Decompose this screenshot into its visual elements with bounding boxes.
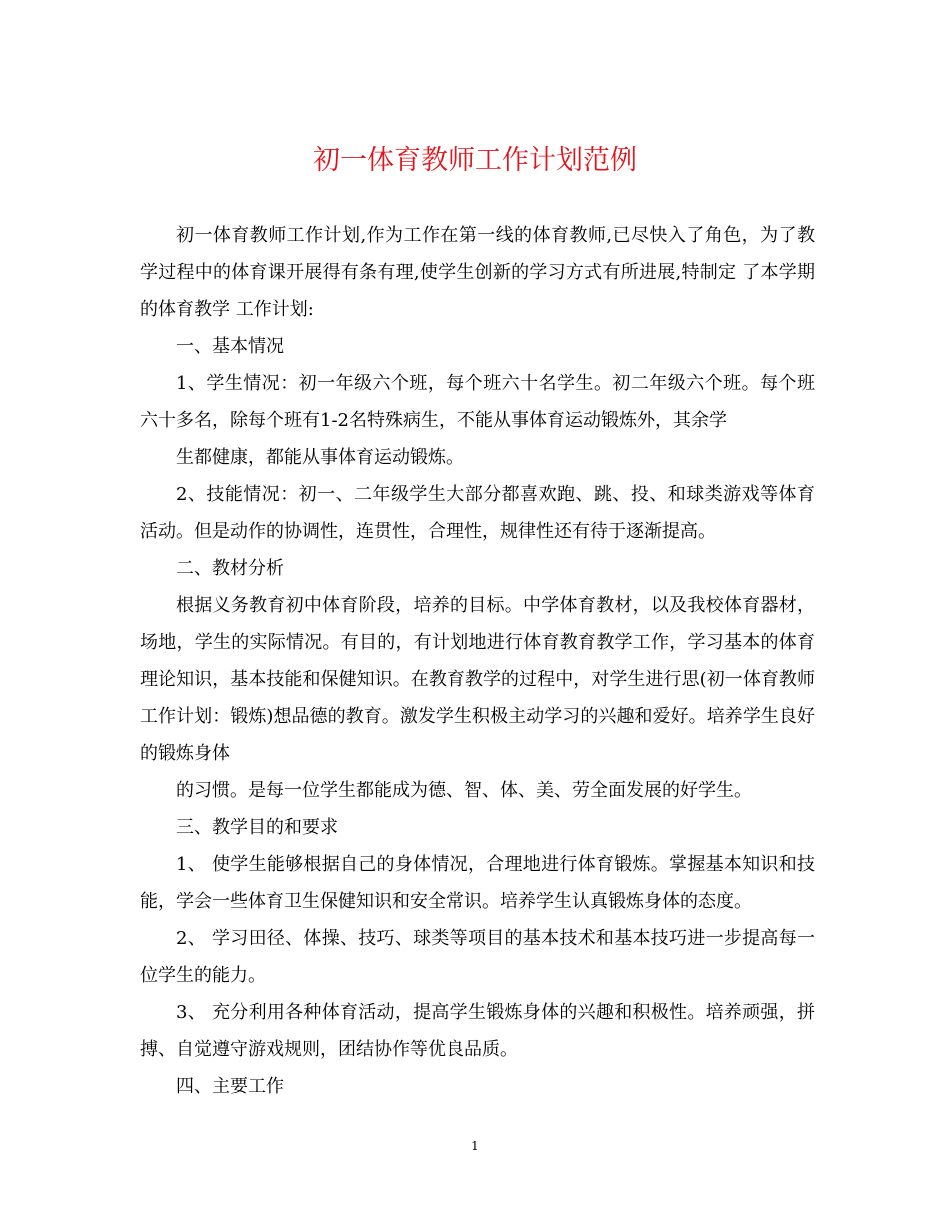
section-heading-goals: 三、教学目的和要求 bbox=[176, 817, 338, 838]
paragraph-materials-cont: 的习惯。是每一位学生都能成为德、智、体、美、劳全面发展的好学生。 bbox=[176, 780, 752, 801]
document-body bbox=[140, 217, 815, 1105]
section-heading-main-work: 四、主要工作 bbox=[176, 1076, 284, 1097]
paragraph-materials: 根据义务教育初中体育阶段，培养的目标。中学体育教材，以及我校体育器材，场地，学生的实际情况。有目的，有计划地进行体育教育教学工作，学习基本的体育理论知识，基本技能和保健知识。在教育教学的过程中，对学生进行思(初一体育教师工作计划：锻炼)想品德的教育。激发学生积极主动学习的兴趣和爱好。培养学生良好的锻炼身体 bbox=[140, 595, 815, 764]
paragraph-goal-1: 1、 使学生能够根据自己的身体情况，合理地进行体育锻炼。掌握基本知识和技能，学会一些体育卫生保健知识和安全常识。培养学生认真锻炼身体的态度。 bbox=[140, 854, 815, 912]
document-title: 初一体育教师工作计划范例 bbox=[313, 145, 637, 176]
paragraph-student-situation: 1、学生情况：初一年级六个班，每个班六十名学生。初二年级六个班。每个班六十多名，除每个班有1-2名特殊病生，不能从事体育运动锻炼外，其余学 bbox=[140, 373, 815, 431]
paragraph-goal-2: 2、 学习田径、体操、技巧、球类等项目的基本技术和基本技巧进一步提高每一位学生的能力。 bbox=[140, 928, 815, 986]
paragraph-intro: 初一体育教师工作计划,作为工作在第一线的体育教师,已尽快入了角色，为了教学过程中的体育课开展得有条有理,使学生创新的学习方式有所进展,特制定 了本学期的体育教学 工作计划: bbox=[140, 225, 815, 320]
paragraph-goal-3: 3、 充分利用各种体育活动，提高学生锻炼身体的兴趣和积极性。培养顽强，拼搏、自觉遵守游戏规则，团结协作等优良品质。 bbox=[140, 1002, 815, 1060]
page-number: 1 bbox=[471, 1139, 479, 1153]
section-heading-materials: 二、教材分析 bbox=[176, 558, 284, 579]
paragraph-skill-situation: 2、技能情况：初一、二年级学生大部分都喜欢跑、跳、投、和球类游戏等体育活动。但是动作的协调性，连贯性，合理性，规律性还有待于逐渐提高。 bbox=[140, 484, 815, 542]
section-heading-basic-situation: 一、基本情况 bbox=[176, 336, 284, 357]
paragraph-student-situation-cont: 生都健康，都能从事体育运动锻炼。 bbox=[176, 447, 464, 468]
